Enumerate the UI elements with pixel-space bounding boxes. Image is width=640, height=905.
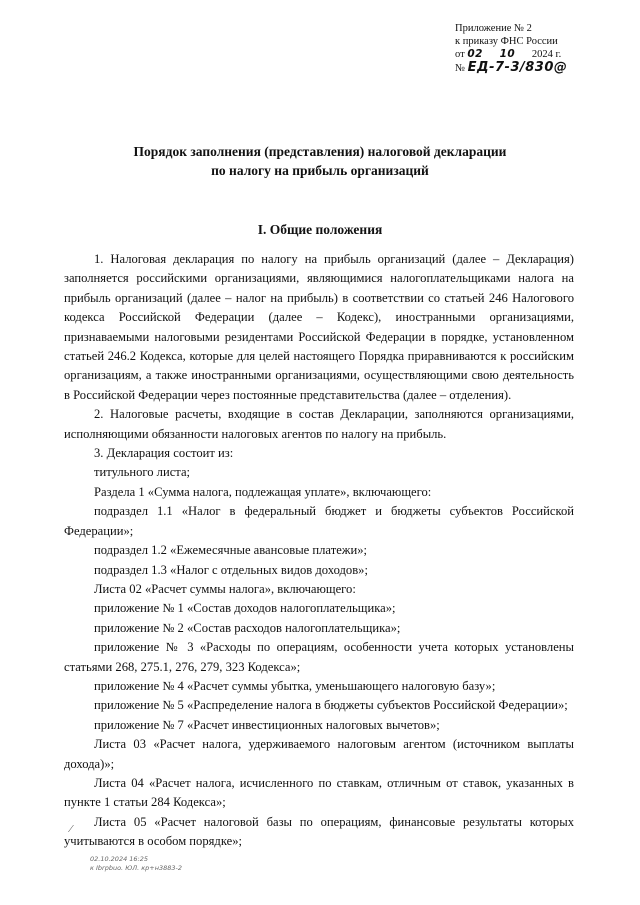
paragraph: подраздел 1.3 «Налог с отдельных видов доходов»;	[94, 562, 368, 577]
footer-stamp	[90, 855, 182, 873]
paragraph: подраздел 1.1 «Налог в федеральный бюджет и бюджеты субъектов Российской Федерации»;	[64, 504, 574, 538]
paragraph: подраздел 1.2 «Ежемесячные авансовые платежи»;	[94, 543, 368, 558]
title-line-2: по налогу на прибыль организаций	[211, 163, 429, 178]
document-body	[64, 250, 574, 852]
date-month: 10	[499, 48, 516, 60]
appendix-number-line	[455, 61, 630, 75]
order-number: ЕД-7-3/830@	[467, 60, 568, 75]
paragraph: приложение № 2 «Состав расходов налогоплательщика»;	[94, 620, 401, 635]
paragraph: приложение № 1 «Состав доходов налогоплательщика»;	[94, 601, 396, 616]
document-title	[0, 142, 640, 180]
appendix-line-1: Приложение № 2	[455, 23, 532, 34]
appendix-line-2: к приказу ФНС России	[455, 36, 558, 47]
paragraph: Листа 02 «Расчет суммы налога», включающего:	[94, 581, 356, 596]
date-prefix: от	[455, 49, 465, 60]
date-day: 02	[467, 48, 483, 60]
appendix-header	[455, 22, 630, 75]
title-line-1: Порядок заполнения (представления) налоговой декларации	[133, 144, 507, 159]
paragraph: приложение № 5 «Распределение налога в бюджеты субъектов Российской Федерации»;	[94, 698, 568, 713]
paragraph: Листа 04 «Расчет налога, исчисленного по ставкам, отличным от ставок, указанных в пункте 1 статьи 284 Кодекса»;	[64, 775, 574, 810]
footer-line-1: 02.10.2024 16:25	[90, 855, 149, 863]
paragraph: приложение № 4 «Расчет суммы убытка, уменьшающего налоговую базу»;	[94, 678, 496, 693]
footer-line-2: к Ibrpbuo. ЮЛ. кр+н3883-2	[90, 864, 182, 872]
paragraph: Листа 03 «Расчет налога, удерживаемого налоговым агентом (источником выплаты дохода)»;	[64, 737, 574, 771]
paragraph: приложение № 3 «Расходы по операциям, особенности учета которых установлены статьями 268, 275.1, 276, 279, 323 Кодекса»;	[64, 640, 574, 674]
date-year: 2024 г.	[531, 49, 562, 60]
paragraph: приложение № 7 «Расчет инвестиционных налоговых вычетов»;	[94, 717, 440, 732]
section-title: I. Общие положения	[257, 222, 383, 237]
paragraph: Листа 05 «Расчет налоговой базы по операциям, финансовые результаты которых учитываются в особом порядке»;	[64, 814, 574, 849]
paragraph: 2. Налоговые расчеты, входящие в состав Декларации, заполняются организациями, исполняющими обязанности налоговых агентов по налогу на прибыль.	[64, 407, 574, 441]
paragraph: 3. Декларация состоит из:	[94, 446, 234, 461]
number-prefix: №	[455, 63, 466, 74]
paragraph: Раздела 1 «Сумма налога, подлежащая уплате», включающего:	[94, 484, 432, 499]
paragraph: 1. Налоговая декларация по налогу на прибыль организаций (далее – Декларация) заполняется российскими организациями, являющимися налогоплательщиками налога на прибыль организаций (далее – налог на прибыль) в соответствии со статьей 246 Налогового кодекса Российской Федерации (далее – Кодекс), иностранными организациями, признаваемыми налоговыми резидентами Российской Федерации в порядке, установленном статьей 246.2 Кодекса, которые для целей настоящего Порядка приравниваются к российским организациям, а также иностранными организациями, осуществляющими свою деятельность в Российской Федерации через постоянные представительства (далее – отделения).	[64, 252, 574, 402]
paragraph: титульного листа;	[94, 465, 191, 480]
margin-mark-icon: ⁄	[70, 823, 72, 835]
